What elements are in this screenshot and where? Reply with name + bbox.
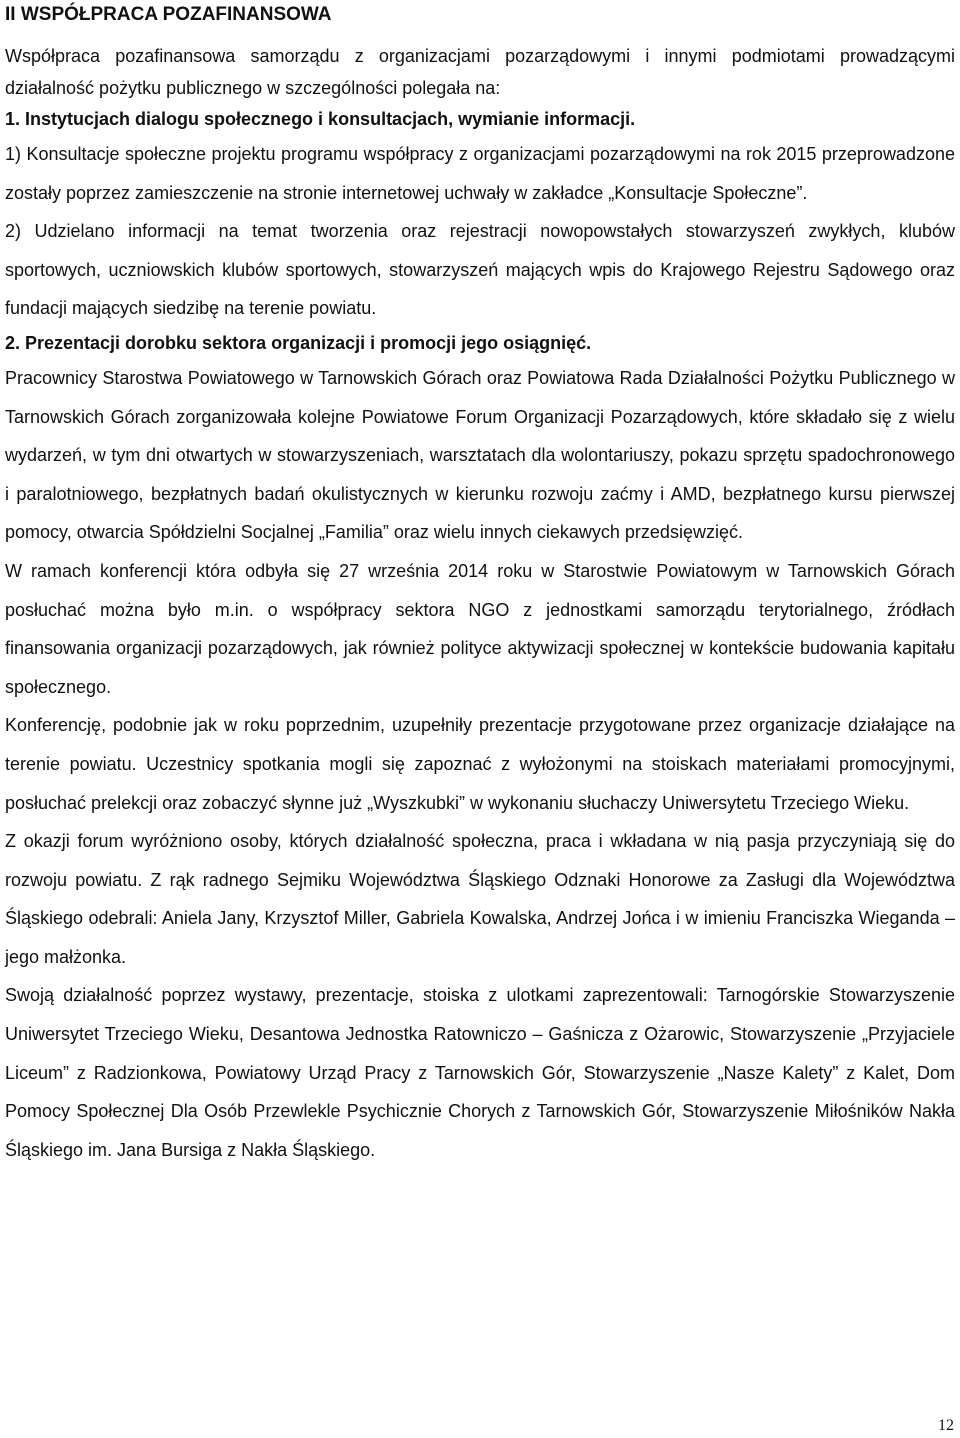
subsection-1-paragraph-2: 2) Udzielano informacji na temat tworzenia oraz rejestracji nowopowstałych stowarzyszeń zwykłych, klubów sportowych, uczniowskich klubów sportowych, stowarzyszeń mających wpis do Krajowego Rejestru Sądowego oraz fundacji mających siedzibę na terenie powiatu. bbox=[5, 221, 955, 319]
intro-paragraph: Współpraca pozafinansowa samorządu z organizacjami pozarządowymi i innymi podmiotami prowadzącymi działalność pożytku publicznego w szczególności polegała na: bbox=[5, 46, 955, 98]
subsection-2-paragraph-2: W ramach konferencji która odbyła się 27 września 2014 roku w Starostwie Powiatowym w Tarnowskich Górach posłuchać można było m.in. o współpracy sektora NGO z jednostkami samorządu terytorialnego, źródłach finansowania organizacji pozarządowych, jak również polityce aktywizacji społecznej w kontekście budowania kapitału społecznego. bbox=[5, 560, 955, 697]
subsection-2-title: 2. Prezentacji dorobku sektora organizacji i promocji jego osiągnięć. bbox=[5, 332, 592, 353]
section-heading: II WSPÓŁPRACA POZAFINANSOWA bbox=[5, 4, 332, 25]
subsection-2-paragraph-4: Z okazji forum wyróżniono osoby, których działalność społeczna, praca i wkładana w nią pasja przyczyniają się do rozwoju powiatu. Z rąk radnego Sejmiku Województwa Śląskiego Odznaki Honorowe za Zasługi dla Województwa Śląskiego odebrali: Aniela Jany, Krzysztof Miller, Gabriela Kowalska, Andrzej Jońca i w imieniu Franciszka Wieganda – jego małżonka. bbox=[5, 831, 955, 967]
subsection-2-paragraph-5: Swoją działalność poprzez wystawy, prezentacje, stoiska z ulotkami zaprezentowali: Tarnogórskie Stowarzyszenie Uniwersytet Trzeciego Wieku, Desantowa Jednostka Ratowniczo – Gaśnicza z Ożarowic, Stowarzyszenie „Przyjaciele Liceum” z Radzionkowa, Powiatowy Urząd Pracy z Tarnowskich Gór, Stowarzyszenie „Nasze Kalety” z Kalet, Dom Pomocy Społecznej Dla Osób Przewlekle Psychicznie Chorych z Tarnowskich Gór, Stowarzyszenie Miłośników Nakła Śląskiego im. Jana Bursiga z Nakła Śląskiego. bbox=[5, 985, 955, 1160]
subsection-1-paragraph-1: 1) Konsultacje społeczne projektu programu współpracy z organizacjami pozarządowymi na rok 2015 przeprowadzone zostały poprzez zamieszczenie na stronie internetowej uchwały w zakładce „Konsultacje Społeczne”. bbox=[5, 144, 955, 203]
page-number: 12 bbox=[938, 1417, 954, 1434]
subsection-2-paragraph-1: Pracownicy Starostwa Powiatowego w Tarnowskich Górach oraz Powiatowa Rada Działalności Pożytku Publicznego w Tarnowskich Górach zorganizowała kolejne Powiatowe Forum Organizacji Pozarządowych, które składało się z wielu wydarzeń, w tym dni otwartych w stowarzyszeniach, warsztatach dla wolontariuszy, pokazu sprzętu spadochronowego i paralotniowego, bezpłatnych badań okulistycznych w kierunku rozwoju zaćmy i AMD, bezpłatnego kursu pierwszej pomocy, otwarcia Spółdzielni Socjalnej „Familia” oraz wielu innych ciekawych przedsięwzięć. bbox=[5, 367, 955, 543]
subsection-1-title: 1. Instytucjach dialogu społecznego i konsultacjach, wymianie informacji. bbox=[5, 109, 636, 129]
document-page bbox=[5, 2, 955, 1169]
subsection-2-paragraph-3: Konferencję, podobnie jak w roku poprzednim, uzupełniły prezentacje przygotowane przez organizacje działające na terenie powiatu. Uczestnicy spotkania mogli się zapoznać z wyłożonymi na stoiskach materiałami promocyjnymi, posłuchać prelekcji oraz zobaczyć słynne już „Wyszkubki” w wykonaniu słuchaczy Uniwersytetu Trzeciego Wieku. bbox=[5, 715, 955, 813]
